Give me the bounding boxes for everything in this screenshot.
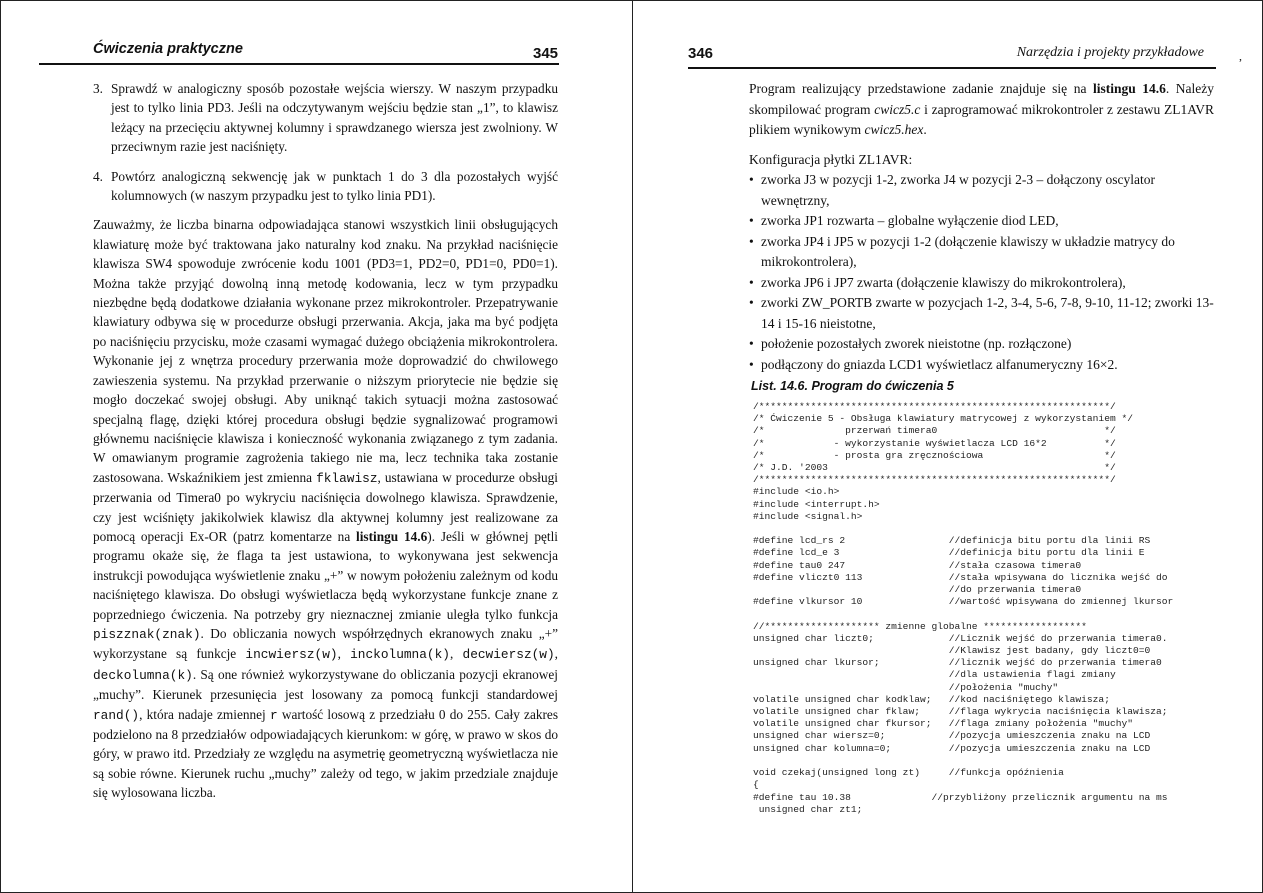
code-listing <box>753 401 1223 816</box>
right-header-rule <box>688 67 1216 69</box>
left-page-number: 345 <box>533 45 559 62</box>
code-line: #include <io.h> <box>753 486 840 498</box>
list-text: Powtórz analogiczną sekwencję jak w punktach 1 do 3 dla pozostałych wyjść kolumnowych (w naszym przypadku jest to tylko linia PD1). <box>111 168 558 204</box>
code-line: volatile unsigned char kodklaw; //kod naciśniętego klawisza; <box>753 693 1110 705</box>
code-inckolumna: inckolumna(k) <box>350 647 450 663</box>
separator: , <box>449 646 463 662</box>
code-incwiersz: incwiersz(w) <box>245 647 338 663</box>
code-line: #define vlkursor 10 //wartość wpisywana do zmiennej lkursor <box>753 596 1174 608</box>
config-item: • zworka JP4 i JP5 w pozycji 1-2 (dołączenie klawiszy w układzie matrycy do mikrokontrolera), <box>749 232 1214 273</box>
code-line: //dla ustawienia flagi zmiany <box>753 669 1116 681</box>
code-line: /*************************************************************/ <box>753 401 1116 412</box>
code-line: /* - wykorzystanie wyświetlacza LCD 16*2 */ <box>753 437 1116 449</box>
config-title: Konfiguracja płytki ZL1AVR: <box>749 151 913 167</box>
list-number: 3. <box>93 81 103 96</box>
code-line: volatile unsigned char fklaw; //flaga wykrycia naciśnięcia klawisza; <box>753 706 1168 718</box>
file-name: cwicz5.hex <box>864 122 924 137</box>
code-line: /* J.D. '2003 */ <box>753 462 1116 474</box>
body-paragraph <box>93 215 558 802</box>
list-item <box>93 79 558 157</box>
list-text: Sprawdź w analogiczny sposób pozostałe wejścia wierszy. W naszym przypadku jest to tylko linia PD3. Jeśli na odczytywanym wejściu będzie stan „1”, to klawisz leżący na przecięciu aktywnej kolumny i sprawdzanego wiersza jest zwolniony. W przeciwnym razie jest naciśnięty. <box>111 81 558 155</box>
config-item: • zworka JP6 i JP7 zwarta (dołączenie klawiszy do mikrokontrolera), <box>749 273 1214 294</box>
code-line: //do przerwania timera0 <box>753 584 1082 596</box>
code-piszznak: piszznak(znak) <box>93 626 201 642</box>
intro-paragraph <box>749 79 1214 141</box>
code-line <box>753 755 1223 767</box>
text-run: . Do obliczania nowych współrzędnych ekranowych znaku „+” wykorzystane są funkcje <box>93 625 558 662</box>
list-item <box>93 167 558 206</box>
code-line: unsigned char liczt0; //Licznik wejść do przerwania timera0. <box>753 632 1168 644</box>
left-body <box>93 79 558 803</box>
code-line: unsigned char zt1; <box>753 803 863 815</box>
listing-title: List. 14.6. Program do ćwiczenia 5 <box>751 379 954 393</box>
code-r: r <box>269 707 278 723</box>
code-line <box>753 523 1223 535</box>
code-line: unsigned char lkursor; //licznik wejść do przerwania timera0 <box>753 657 1162 669</box>
code-line: #define vliczt0 113 //stała wpisywana do licznika wejść do <box>753 571 1168 583</box>
config-list <box>749 170 1214 375</box>
left-running-head: Ćwiczenia praktyczne <box>93 41 243 57</box>
code-line: /*************************************************************/ <box>753 474 1116 486</box>
text-run: Zauważmy, że liczba binarna odpowiadająca stanowi wszystkich linii obsługujących klawiaturę może być traktowana jako naturalny kod znaku. Na przykład naciśnięcie klawisza SW4 spowoduje zwrócenie kodu 1001 (PD3=1, PD2=0, PD1=0, PD0=1). Można także przyjąć dowolną inną metodę kodowania, lecz w tym przypadku niezbędne będą dodatkowe działania wykonane przez mikrokontroler. Przepatrywanie klawiatury odbywa się w procedurze obsługi przerwania. Akcja, jaka ma być podjęta po naciśnięciu przycisku, może czasami wymagać dużego obciążenia mikrokontrolera. Wykonanie jej z wnętrza procedury przerwania może doprowadzić do chwilowego zawieszenia systemu. Na przykład przerwanie o niższym priorytecie nie będzie się mogło doczekać swojej obsługi. Aby uniknąć takich sytuacji można zastosować specjalną flagę, dzięki której procedura obsługi będzie sygnalizować programowi głównemu naciśnięcie klawisza i konieczność wykonania związanego z tym zadania. W omawianym programie zagrożenia takiego nie ma, lecz technika taka zostanie zastosowana. Wskaźnikiem jest zmienna <box>93 217 558 485</box>
code-line: /* Ćwiczenie 5 - Obsługa klawiatury matrycowej z wykorzystaniem */ <box>753 413 1133 425</box>
right-body <box>749 79 1214 375</box>
code-line: #define tau0 247 //stała czasowa timera0 <box>753 559 1082 571</box>
listing-reference: listingu 14.6 <box>1092 81 1166 96</box>
code-line: //******************** zmienne globalne ****************** <box>753 620 1087 632</box>
code-deckolumna: deckolumna(k) <box>93 667 193 683</box>
right-page <box>633 1 1262 892</box>
text-run: i zaprogramować mikrokontroler z zestawu ZL1AVR plikiem wynikowym <box>749 101 1214 137</box>
code-line: #include <interrupt.h> <box>753 498 880 510</box>
text-run: Program realizujący przedstawione zadanie znajduje się na <box>749 81 1093 96</box>
code-line: //Klawisz jest badany, gdy liczt0=0 <box>753 645 1151 657</box>
code-line: unsigned char wiersz=0; //pozycja umieszczenia znaku na LCD <box>753 730 1151 742</box>
text-run: . Należy skompilować program <box>749 81 1214 117</box>
config-item: • zworka J3 w pozycji 1-2, zworka J4 w pozycji 2-3 – dołączony oscylator wewnętrzny, <box>749 170 1214 211</box>
code-line: #define lcd_e 3 //definicja bitu portu dla linii E <box>753 547 1145 559</box>
code-rand: rand() <box>93 707 140 723</box>
code-line: unsigned char kolumna=0; //pozycja umieszczenia znaku na LCD <box>753 742 1151 754</box>
text-run: . <box>923 122 927 137</box>
separator: , <box>554 646 558 662</box>
code-decwiersz: decwiersz(w) <box>462 647 555 663</box>
code-line: #define tau 10.38 //przybliżony przelicznik argumentu na ms <box>753 791 1168 803</box>
code-line: volatile unsigned char fkursor; //flaga zmiany położenia "muchy" <box>753 718 1133 730</box>
code-line <box>753 608 1223 620</box>
file-name: cwicz5.c <box>874 101 921 117</box>
code-line: /* - prosta gra zręcznościowa */ <box>753 449 1116 461</box>
right-page-number: 346 <box>688 45 714 62</box>
text-run: ). Jeśli w głównej pętli programu okaże się, że flaga ta jest ustawiona, to wykonywana jest sekwencja instrukcji powodująca wyświetlenie znaku „+” w nowym położeniu zależnym od kodu naciśniętego klawisza. Do obsługi wyświetlacza będą wykorzystane funkcje znane z poprzedniego ćwiczenia. Na potrzeby gry nieznacznej zmianie uległa tylko funkcja <box>93 528 558 622</box>
config-item: • zworki ZW_PORTB zwarte w pozycjach 1-2, 3-4, 5-6, 7-8, 9-10, 11-12; zworki 13-14 i 15-16 nieistotne, <box>749 293 1214 334</box>
listing-reference: listingu 14.6 <box>356 528 428 544</box>
code-line: #define lcd_rs 2 //definicja bitu portu dla linii RS <box>753 535 1151 547</box>
text-run: wartość losową z przedziału 0 do 255. Cały zakres podzielono na 8 przedziałów odpowiadających kierunkom: w górę, w prawo w skos do góry, w prawo itd. Przedziały ze względu na asymetrię geometryczną wyświetlacza nie są sobie równe. Kierunek ruchu „muchy” zależy od tego, w jakim przedziale znajduje się wylosowana liczba. <box>93 706 559 801</box>
config-item: • zworka JP1 rozwarta – globalne wyłączenie diod LED, <box>749 211 1214 232</box>
text-run: , która nadaje zmiennej <box>139 706 270 722</box>
config-item: • położenie pozostałych zworek nieistotne (np. rozłączone) <box>749 334 1214 355</box>
code-line: #include <signal.h> <box>753 510 863 522</box>
code-line: { <box>753 779 759 791</box>
code-fklawisz: fklawisz <box>316 470 378 486</box>
config-item: • podłączony do gniazda LCD1 wyświetlacz alfanumeryczny 16×2. <box>749 355 1214 376</box>
code-line: void czekaj(unsigned long zt) //funkcja opóźnienia <box>753 767 1064 779</box>
list-number: 4. <box>93 168 103 184</box>
page-mark: , <box>1239 49 1242 63</box>
left-header-rule <box>39 63 559 65</box>
right-running-head: Narzędzia i projekty przykładowe <box>1016 45 1204 60</box>
left-page <box>1 1 632 892</box>
text-run: , ustawiana w procedurze obsługi przerwania od Timera0 po wykryciu naciśnięcia dowolnego klawisza. Sprawdzenie, czy jest wciśnięty jakikolwiek klawisz dla aktywnej kolumny jest realizowane za pomocą operacji Ex-OR (patrz komentarze na <box>93 469 558 544</box>
code-line: //położenia "muchy" <box>753 681 1059 693</box>
code-line: /* przerwań timera0 */ <box>753 425 1116 437</box>
separator: , <box>337 646 351 662</box>
text-run: . Są one również wykorzystywane do obliczania pozycji ekranowej „muchy”. Kierunek przesunięcia jest losowany za pomocą funkcji standardowej <box>93 666 558 703</box>
